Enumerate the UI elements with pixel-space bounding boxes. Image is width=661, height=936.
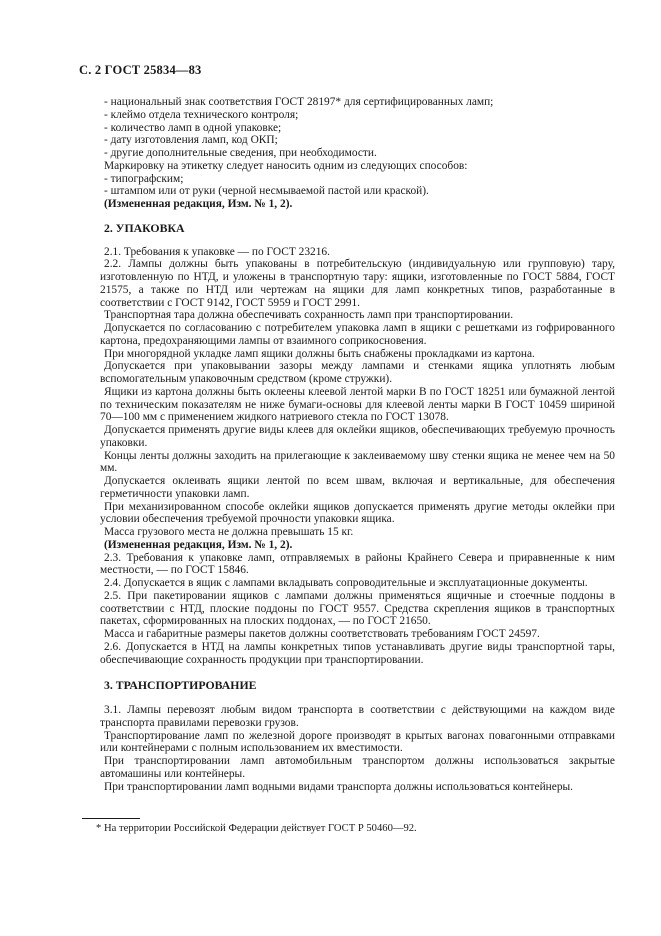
paragraph: 2.1. Требования к упаковке — по ГОСТ 23216.: [104, 245, 330, 258]
list-item: - клеймо отдела технического контроля;: [104, 108, 299, 121]
section-2-title: 2. УПАКОВКА: [104, 220, 185, 235]
paragraph: При транспортировании ламп автомобильным транспортом должны использоваться закрытые автомашины или контейнеры.: [100, 755, 615, 780]
list-item: - другие дополнительные сведения, при необходимости.: [104, 147, 377, 159]
paragraph: 2.6. Допускается в НТД на лампы конкретных типов устанавливать другие виды транспортной тары, обеспечивающие сохранность продукции при транспортировании.: [100, 640, 615, 666]
paragraph: Допускается при упаковывании зазоры между лампами и стенками ящика уплотнять любым вспомогательным упаковочным средством (кроме стружки).: [100, 360, 615, 385]
paragraph: Концы ленты должны заходить на прилегающие к заклеиваемому шву стенки ящика не менее чем на 50 мм.: [100, 449, 615, 475]
footnote-divider: [82, 818, 140, 819]
paragraph: Масса и габаритные размеры пакетов должны соответствовать требованиям ГОСТ 24597.: [104, 628, 540, 640]
paragraph: При механизированном способе оклейки ящиков допускается применять другие методы оклейки при условии обеспечения требуемой прочности упаковки ящика.: [100, 500, 615, 526]
paragraph: Допускается применять другие виды клеев для оклейки ящиков, обеспечивающих требуемую прочность упаковки.: [100, 424, 615, 449]
paragraph: Допускается оклеивать ящики лентой по всем швам, включая и вертикальные, для обеспечения герметичности упаковки ламп.: [100, 475, 615, 500]
list-item: - штампом или от руки (черной несмываемой пастой или краской).: [104, 185, 429, 198]
paragraph: Масса грузового места не должна превышать 15 кг.: [104, 526, 354, 538]
paragraph: При транспортировании ламп водными видами транспорта должны использоваться контейнеры.: [104, 780, 574, 793]
paragraph: 2.4. Допускается в ящик с лампами вкладывать сопроводительные и эксплуатационные документы.: [104, 577, 588, 589]
list-item: - национальный знак соответствия ГОСТ 28197* для сертифицированных ламп;: [104, 96, 494, 108]
paragraph: 2.3. Требования к упаковке ламп, отправляемых в районы Крайнего Севера и приравненные к ним местности, — по ГОСТ 15846.: [100, 551, 615, 577]
paragraph: 3.1. Лампы перевозят любым видом транспорта в соответствии с действующими на каждом виде транспорта правилами перевозки грузов.: [100, 704, 615, 729]
paragraph: Ящики из картона должны быть оклеены клеевой лентой марки В по ГОСТ 18251 или бумажной лентой по техническим показателям не ниже бумаги-основы для клеевой ленты марки В ГОСТ 10459 шириной 70—100 мм с применением жидкого натриевого стекла по ГОСТ 13078.: [100, 385, 615, 424]
footnote: * На территории Российской Федерации действует ГОСТ Р 50460—92.: [96, 823, 417, 834]
section-2-body: [100, 246, 615, 667]
revision-note: (Измененная редакция, Изм. № 1, 2).: [104, 538, 293, 551]
list-item: - дату изготовления ламп, код ОКП;: [104, 134, 278, 147]
paragraph: Допускается по согласованию с потребителем упаковка ламп в ящики с решетками из гофрированного картона, предохраняющими лампы от взаимного соприкосновения.: [100, 322, 615, 347]
paragraph: 2.5. При пакетировании ящиков с лампами должны применяться ящичные и стоечные поддоны в соответствии с НТД, плоские поддоны по ГОСТ 9557. Средства скрепления ящиков в транспортных пакетах, сформированных на плоских поддонах, — по ГОСТ 21650.: [100, 589, 615, 628]
list-item: - типографским;: [104, 172, 184, 185]
paragraph: Транспортирование ламп по железной дороге производят в крытых вагонах повагонными отправками или контейнерами с полным использованием их вместимости.: [100, 729, 615, 755]
revision-note: (Измененная редакция, Изм. № 1, 2).: [104, 198, 293, 210]
paragraph: Транспортная тара должна обеспечивать сохранность ламп при транспортировании.: [104, 309, 514, 322]
marking-intro: Маркировку на этикетку следует наносить одним из следующих способов:: [104, 159, 468, 172]
section-3-body: [100, 704, 615, 793]
page-header: С. 2 ГОСТ 25834—83: [79, 63, 202, 77]
section-3-title: 3. ТРАНСПОРТИРОВАНИЕ: [104, 678, 257, 693]
paragraph: При многорядной укладке ламп ящики должны быть снабжены прокладками из картона.: [104, 347, 535, 360]
page-content: [100, 96, 615, 793]
list-item: - количество ламп в одной упаковке;: [104, 121, 282, 134]
paragraph: 2.2. Лампы должны быть упакованы в потребительскую (индивидуальную или групповую) тару, изготовленную по НТД, и уложены в транспортную тару: ящики, изготовленные по ГОСТ 5884, ГОСТ 21575, а также по НТД или чертежам на ящики для ламп конкретных типов, разработанные в соответствии с ГОСТ 9142, ГОСТ 5959 и ГОСТ 2991.: [100, 258, 615, 309]
